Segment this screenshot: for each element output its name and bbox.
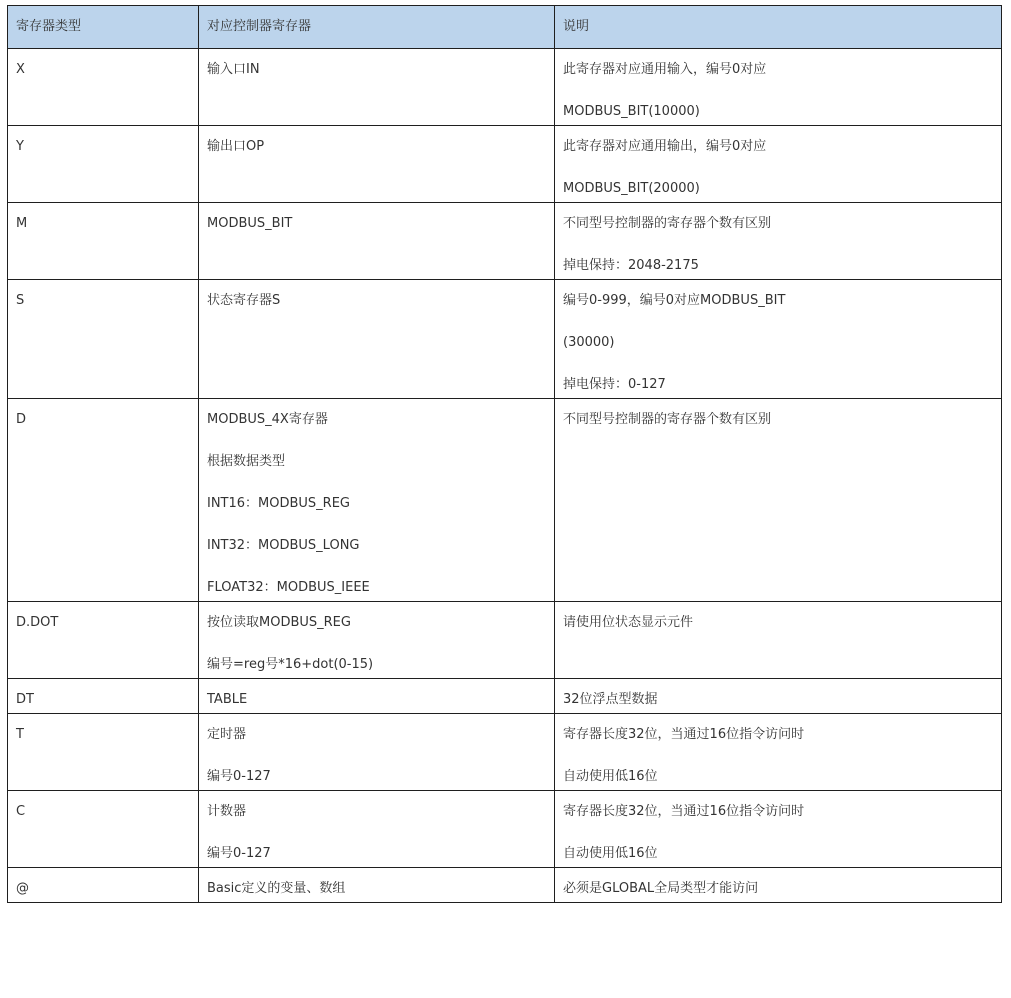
controller-register-line: 按位读取MODBUS_REG: [207, 615, 351, 630]
table-row: [8, 602, 1002, 679]
register-type-cell: [8, 868, 199, 903]
description-line: 32位浮点型数据: [563, 692, 658, 707]
description-line: 寄存器长度32位，当通过16位指令访问时: [563, 804, 805, 819]
register-type-cell: [8, 714, 199, 791]
description-cell: [555, 714, 1002, 791]
register-type: @: [16, 881, 29, 896]
controller-register-cell: [199, 868, 555, 903]
table-row: [8, 868, 1002, 903]
controller-register-cell: [199, 679, 555, 714]
table-row: [8, 399, 1002, 602]
description-line: 不同型号控制器的寄存器个数有区别: [563, 412, 772, 427]
register-type-cell: [8, 791, 199, 868]
register-table: [7, 5, 1002, 903]
register-type: Y: [16, 139, 24, 154]
register-type: C: [16, 804, 26, 819]
controller-register-cell: [199, 126, 555, 203]
controller-register-line: 编号0-127: [207, 769, 271, 784]
controller-register-cell: [199, 399, 555, 602]
table-row: [8, 280, 1002, 399]
controller-register-line: 输入口IN: [207, 62, 260, 77]
description-line: 掉电保持：2048-2175: [563, 258, 699, 273]
controller-register-cell: [199, 49, 555, 126]
controller-register-line: 定时器: [207, 727, 247, 742]
register-type-cell: [8, 679, 199, 714]
register-type: X: [16, 62, 25, 77]
description-cell: [555, 868, 1002, 903]
register-type-cell: [8, 399, 199, 602]
description-line: 不同型号控制器的寄存器个数有区别: [563, 216, 772, 231]
description-line: MODBUS_BIT(10000): [563, 104, 700, 119]
register-type-cell: [8, 126, 199, 203]
controller-register-line: 状态寄存器S: [207, 293, 281, 308]
description-cell: [555, 791, 1002, 868]
description-cell: [555, 126, 1002, 203]
description-cell: [555, 679, 1002, 714]
description-line: 此寄存器对应通用输入，编号0对应: [563, 62, 767, 77]
description-line: 寄存器长度32位，当通过16位指令访问时: [563, 727, 805, 742]
description-cell: [555, 602, 1002, 679]
controller-register-cell: [199, 791, 555, 868]
table-row: [8, 49, 1002, 126]
controller-register-line: FLOAT32：MODBUS_IEEE: [207, 580, 370, 595]
controller-register-cell: [199, 203, 555, 280]
description-line: 此寄存器对应通用输出，编号0对应: [563, 139, 767, 154]
header-register-type: 寄存器类型: [8, 6, 199, 49]
register-type: D.DOT: [16, 615, 59, 630]
description-line: (30000): [563, 335, 615, 350]
controller-register-line: Basic定义的变量、数组: [207, 881, 346, 896]
description-cell: [555, 203, 1002, 280]
controller-register-line: INT32：MODBUS_LONG: [207, 538, 360, 553]
controller-register-line: INT16：MODBUS_REG: [207, 496, 351, 511]
description-line: 编号0-999，编号0对应MODBUS_BIT: [563, 293, 786, 308]
controller-register-line: 编号=reg号*16+dot(0-15): [207, 657, 374, 672]
register-type-cell: [8, 203, 199, 280]
controller-register-cell: [199, 280, 555, 399]
controller-register-line: 输出口OP: [207, 139, 265, 154]
description-cell: [555, 49, 1002, 126]
table-row: [8, 791, 1002, 868]
controller-register-line: TABLE: [207, 692, 248, 707]
table-row: [8, 203, 1002, 280]
description-cell: [555, 399, 1002, 602]
description-line: 掉电保持：0-127: [563, 377, 666, 392]
controller-register-line: 根据数据类型: [207, 454, 286, 469]
table-header-row: [8, 6, 1002, 49]
description-line: 必须是GLOBAL全局类型才能访问: [563, 881, 759, 896]
register-type: M: [16, 216, 28, 231]
controller-register-line: 计数器: [207, 804, 247, 819]
register-type: DT: [16, 692, 34, 707]
description-line: MODBUS_BIT(20000): [563, 181, 700, 196]
controller-register-cell: [199, 602, 555, 679]
register-type: S: [16, 293, 25, 308]
table-row: [8, 679, 1002, 714]
controller-register-line: MODBUS_BIT: [207, 216, 293, 231]
controller-register-cell: [199, 714, 555, 791]
controller-register-line: MODBUS_4X寄存器: [207, 412, 328, 427]
header-controller-register: 对应控制器寄存器: [199, 6, 555, 49]
register-type: D: [16, 412, 27, 427]
table-row: [8, 714, 1002, 791]
description-cell: [555, 280, 1002, 399]
table-row: [8, 126, 1002, 203]
description-line: 自动使用低16位: [563, 846, 658, 861]
register-type-cell: [8, 602, 199, 679]
description-line: 请使用位状态显示元件: [563, 615, 694, 630]
description-line: 自动使用低16位: [563, 769, 658, 784]
register-type-cell: [8, 280, 199, 399]
register-type: T: [16, 727, 24, 742]
table-body: [8, 49, 1002, 903]
register-type-cell: [8, 49, 199, 126]
controller-register-line: 编号0-127: [207, 846, 271, 861]
header-description: 说明: [555, 6, 1002, 49]
